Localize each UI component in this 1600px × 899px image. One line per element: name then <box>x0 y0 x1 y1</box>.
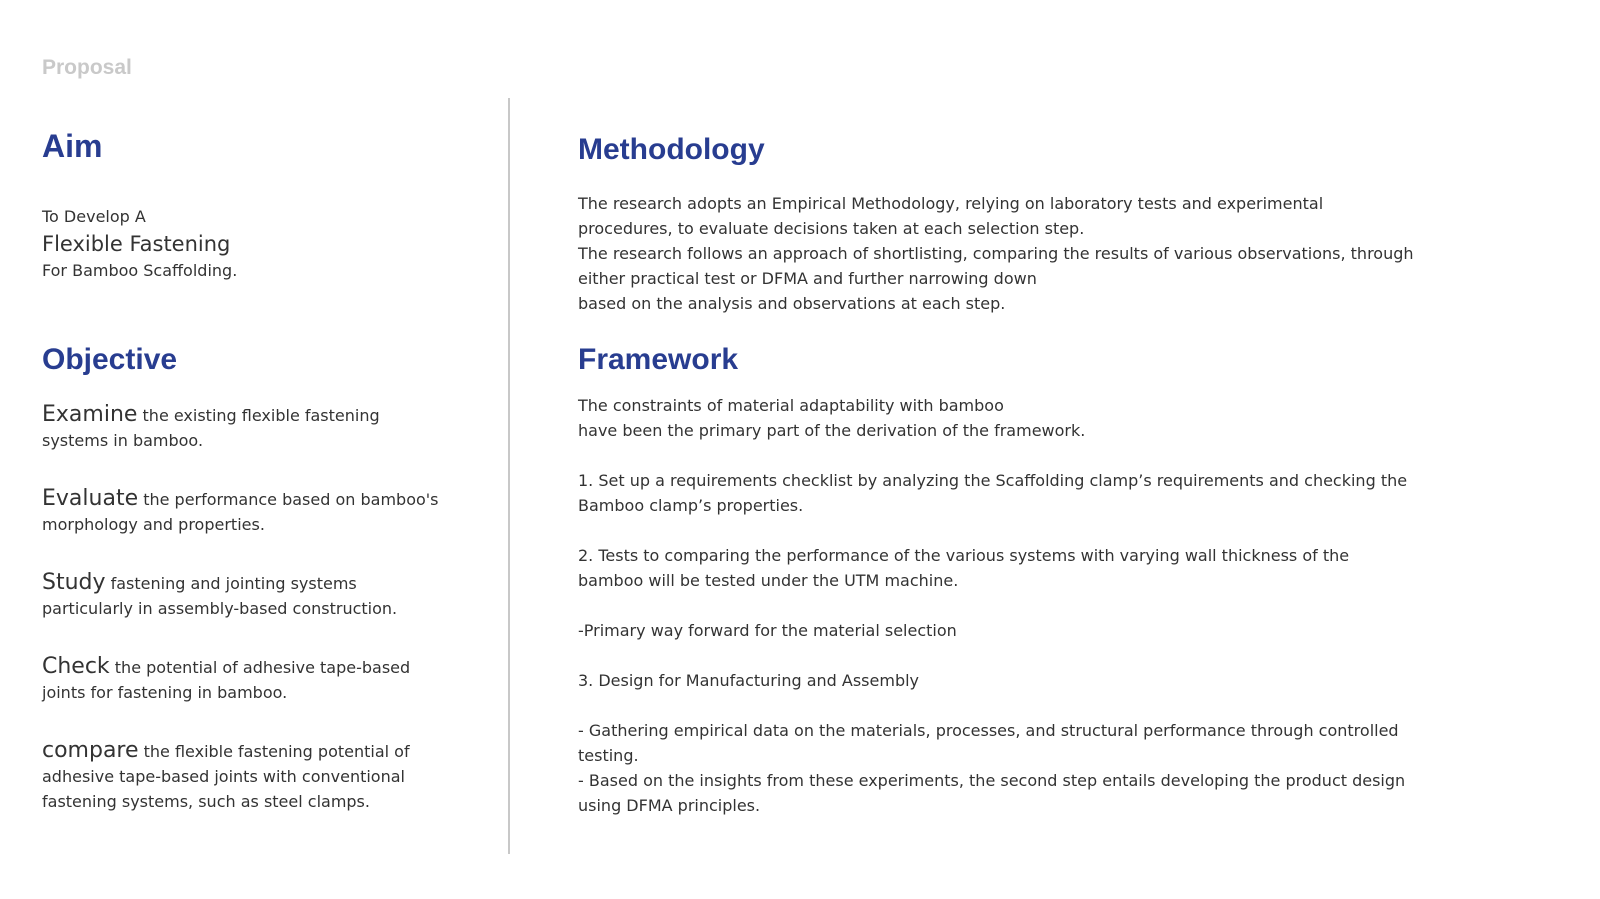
objective-item <box>42 570 442 654</box>
objective-verb: compare <box>42 738 139 763</box>
aim-line-3: For Bamboo Scaffolding. <box>42 261 238 280</box>
framework-bullet-1: - Gathering empirical data on the materials, processes, and structural performance through controlled testing. <box>578 721 1399 765</box>
objective-verb: Evaluate <box>42 486 139 511</box>
objective-text: the flexible fastening potential of adhesive tape-based joints with conventional fastening systems, such as steel clamps. <box>42 742 410 811</box>
aim-line-2: Flexible Fastening <box>42 232 231 256</box>
methodology-paragraph-2: The research follows an approach of shortlisting, comparing the results of various observations, through either practical test or DFMA and further narrowing down <box>578 244 1414 288</box>
framework-intro-line-1: The constraints of material adaptability with bamboo <box>578 396 1004 415</box>
methodology-paragraph-1: The research adopts an Empirical Methodology, relying on laboratory tests and experimental procedures, to evaluate decisions taken at each selection step. <box>578 194 1324 238</box>
framework-body <box>578 393 1418 818</box>
framework-note: -Primary way forward for the material selection <box>578 621 957 640</box>
objective-text: the potential of adhesive tape-based joints for fastening in bamboo. <box>42 658 411 702</box>
framework-step-1: 1. Set up a requirements checklist by analyzing the Scaffolding clamp’s requirements and checking the Bamboo clamp’s properties. <box>578 471 1408 515</box>
aim-statement <box>42 206 462 282</box>
spacer <box>578 643 1418 668</box>
objective-item <box>42 654 442 738</box>
framework-step-2: 2. Tests to comparing the performance of the various systems with varying wall thickness of the bamboo will be tested under the UTM machine. <box>578 546 1350 590</box>
methodology-body <box>578 191 1418 316</box>
spacer <box>578 518 1418 543</box>
objective-verb: Examine <box>42 402 138 427</box>
objective-text: the performance based on bamboo's morphology and properties. <box>42 490 439 534</box>
objective-item <box>42 738 442 822</box>
framework-step-3: 3. Design for Manufacturing and Assembly <box>578 671 920 690</box>
spacer <box>578 443 1418 468</box>
objective-list <box>42 402 442 822</box>
framework-heading: Framework <box>578 343 739 376</box>
spacer <box>578 593 1418 618</box>
aim-line-1: To Develop A <box>42 207 146 226</box>
slide-section-label: Proposal <box>42 56 132 79</box>
objective-text: the existing flexible fastening systems in bamboo. <box>42 406 380 450</box>
objective-verb: Check <box>42 654 110 679</box>
objective-item <box>42 486 442 570</box>
objective-item <box>42 402 442 486</box>
objective-heading: Objective <box>42 343 178 376</box>
spacer <box>578 693 1418 718</box>
objective-verb: Study <box>42 570 106 595</box>
aim-heading: Aim <box>42 128 103 164</box>
column-divider <box>508 98 510 854</box>
methodology-paragraph-3: based on the analysis and observations at each step. <box>578 294 1006 313</box>
framework-bullet-2: - Based on the insights from these experiments, the second step entails developing the product design using DFMA principles. <box>578 771 1406 815</box>
framework-intro-line-2: have been the primary part of the derivation of the framework. <box>578 421 1086 440</box>
methodology-heading: Methodology <box>578 133 765 166</box>
objective-text: fastening and jointing systems particularly in assembly-based construction. <box>42 574 398 618</box>
